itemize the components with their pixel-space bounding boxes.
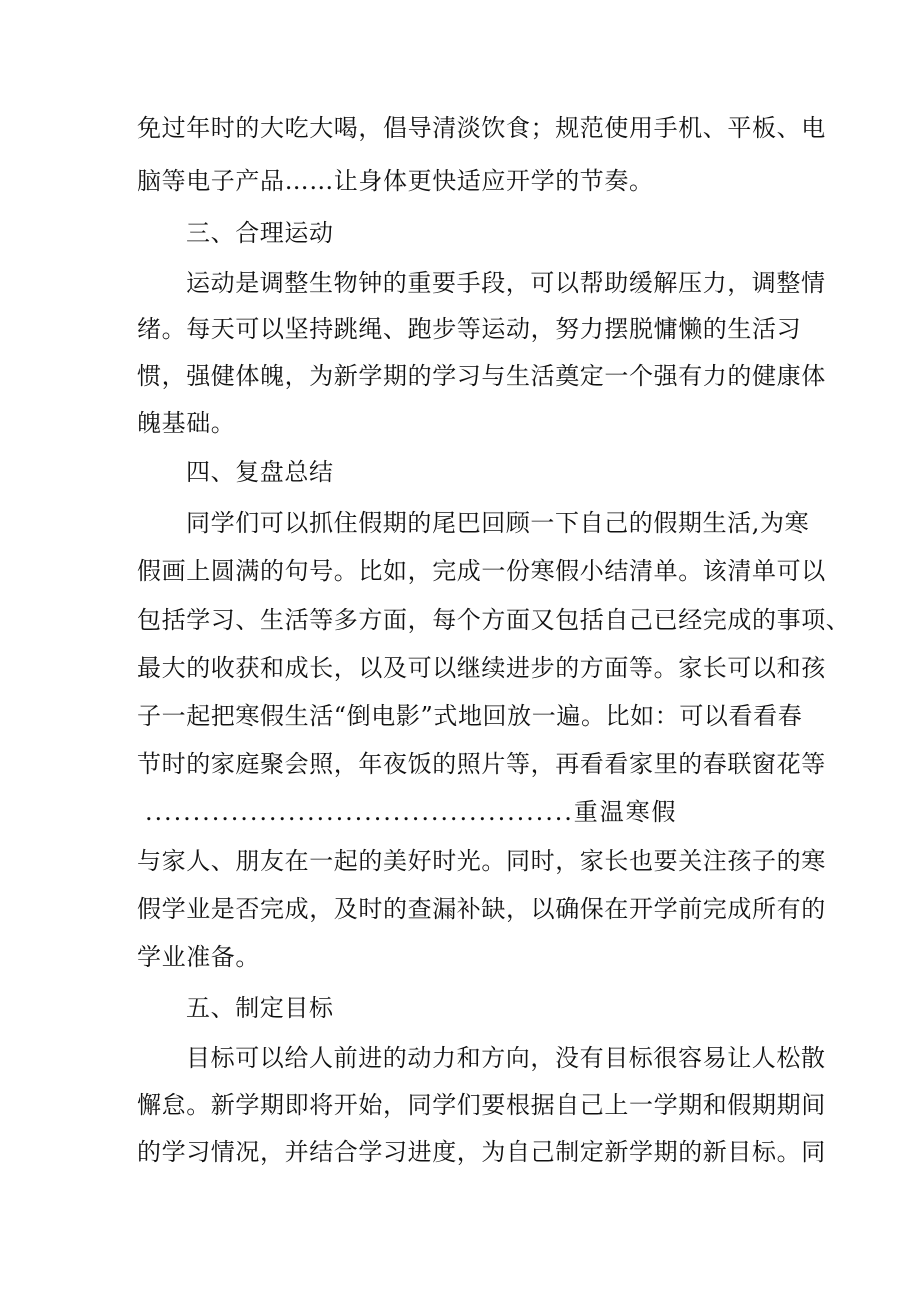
body-line: 目标可以给人前进的动力和方向，没有目标很容易让人松散	[186, 1044, 826, 1072]
body-line: 的学习情况，并结合学习进度，为自己制定新学期的新目标。同	[137, 1138, 826, 1166]
body-line: 绪。每天可以坚持跳绳、跑步等运动，努力摆脱慵懒的生活习	[137, 315, 802, 343]
body-line: 同学们可以抓住假期的尾巴回顾一下自己的假期生活,为寒	[186, 509, 810, 537]
body-line: 假学业是否完成，及时的查漏补缺，以确保在开学前完成所有的	[137, 895, 826, 923]
body-line: 子一起把寒假生活“倒电影”式地回放一遍。比如：可以看看春	[137, 702, 803, 730]
body-line: 包括学习、生活等多方面，每个方面又包括自己已经完成的事项、	[137, 606, 851, 634]
body-line: 假画上圆满的句号。比如，完成一份寒假小结清单。该清单可以	[137, 557, 826, 585]
body-line: 惯，强健体魄，为新学期的学习与生活奠定一个强有力的健康体	[137, 362, 826, 390]
body-line: 免过年时的大吃大喝，倡导清淡饮食；规范使用手机、平板、电	[137, 114, 826, 142]
body-line: 最大的收获和成长，以及可以继续进步的方面等。家长可以和孩	[137, 654, 826, 682]
body-line: 脑等电子产品……让身体更快适应开学的节奏。	[137, 167, 654, 195]
body-line: 与家人、朋友在一起的美好时光。同时，家长也要关注孩子的寒	[137, 847, 826, 875]
body-line: 魄基础。	[137, 409, 236, 437]
section-heading: 五、制定目标	[186, 994, 334, 1022]
section-heading: 三、合理运动	[186, 219, 334, 247]
dotted-line: .............................................重温寒假	[145, 798, 678, 826]
body-line: 学业准备。	[137, 943, 260, 971]
body-line: 懈怠。新学期即将开始，同学们要根据自己上一学期和假期期间	[137, 1091, 826, 1119]
body-line: 节时的家庭聚会照，年夜饭的照片等，再看看家里的春联窗花等	[137, 750, 826, 778]
body-line: 运动是调整生物钟的重要手段，可以帮助缓解压力，调整情	[186, 269, 826, 297]
section-heading: 四、复盘总结	[186, 458, 334, 486]
